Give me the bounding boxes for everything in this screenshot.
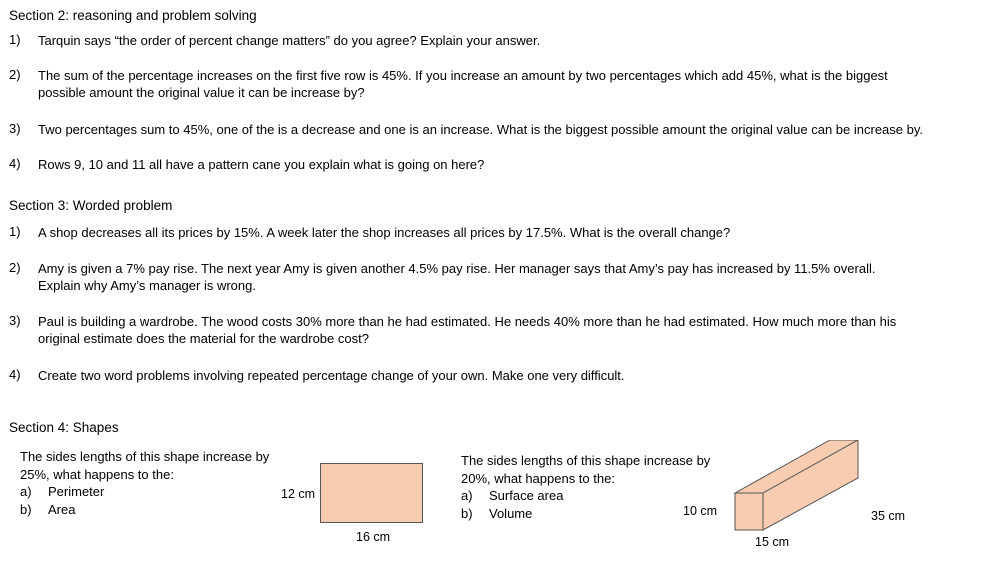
question-text [38,32,540,49]
rectangle-problem-text [20,448,269,518]
item-marker: b) [20,501,32,517]
question-line: possible amount the original value it can be increase by? [38,85,365,100]
question-text [38,121,923,138]
rectangle-width-label: 16 cm [356,530,391,544]
question-number: 4) [9,367,21,382]
item-marker: a) [461,488,473,503]
problem-line: 20%, what happens to the: [461,470,615,486]
cuboid-width-label: 15 cm [755,535,790,549]
problem-line: 25%, what happens to the: [20,466,174,482]
question-line: Paul is building a wardrobe. The wood costs 30% more than he had estimated. He needs 40% more than he had estimated. How much more than his [38,314,897,329]
item-marker: b) [461,505,473,521]
rectangle-shape [320,463,423,523]
item-marker: a) [20,484,32,499]
list-item [20,483,269,501]
question-text [38,224,730,241]
section-3-heading: Section 3: Worded problem [9,198,173,213]
section-2-heading: Section 2: reasoning and problem solving [9,8,257,23]
cuboid-front-face [735,493,763,530]
item-text: Area [48,501,76,517]
question-line: Rows 9, 10 and 11 all have a pattern cane you explain what is going on here? [38,157,485,172]
question-line: The sum of the percentage increases on the first five row is 45%. If you increase an amount by two percentages which add 45%, what is the biggest [38,68,888,83]
item-text: Surface area [489,488,564,503]
question-number: 3) [9,313,21,328]
cuboid-height-label: 10 cm [683,504,718,518]
cuboid-shape [730,440,870,535]
question-text [38,367,625,384]
question-number: 1) [9,224,21,239]
list-item [20,501,269,519]
question-text [38,313,896,347]
question-number: 3) [9,121,21,136]
question-line: Tarquin says “the order of percent change matters” do you agree? Explain your answer. [38,33,541,48]
question-text [38,260,875,294]
question-line: A shop decreases all its prices by 15%. A week later the shop increases all prices by 17.5%. What is the overall change? [38,225,731,240]
question-line: Explain why Amy’s manager is wrong. [38,278,256,293]
section-4-heading: Section 4: Shapes [9,420,119,435]
cuboid-problem-text [461,452,710,522]
question-line: original estimate does the material for the wardrobe cost? [38,331,369,346]
list-item [461,505,710,523]
question-number: 2) [9,260,21,275]
question-number: 1) [9,32,21,47]
rectangle-height-label: 12 cm [281,487,316,501]
item-text: Volume [489,505,533,521]
cuboid-depth-label: 35 cm [871,509,906,523]
question-text [38,67,888,101]
list-item [461,487,710,505]
question-line: Create two word problems involving repeated percentage change of your own. Make one very difficult. [38,368,625,383]
question-number: 2) [9,67,21,82]
problem-line: The sides lengths of this shape increase by [461,453,711,468]
item-text: Perimeter [48,484,105,499]
question-number: 4) [9,156,21,171]
question-text [38,156,484,173]
question-line: Two percentages sum to 45%, one of the is a decrease and one is an increase. What is the biggest possible amount the original value can be increase by. [38,122,924,137]
problem-line: The sides lengths of this shape increase by [20,449,270,464]
question-line: Amy is given a 7% pay rise. The next year Amy is given another 4.5% pay rise. Her manager says that Amy’s pay has increased by 11.5% overall. [38,261,876,276]
